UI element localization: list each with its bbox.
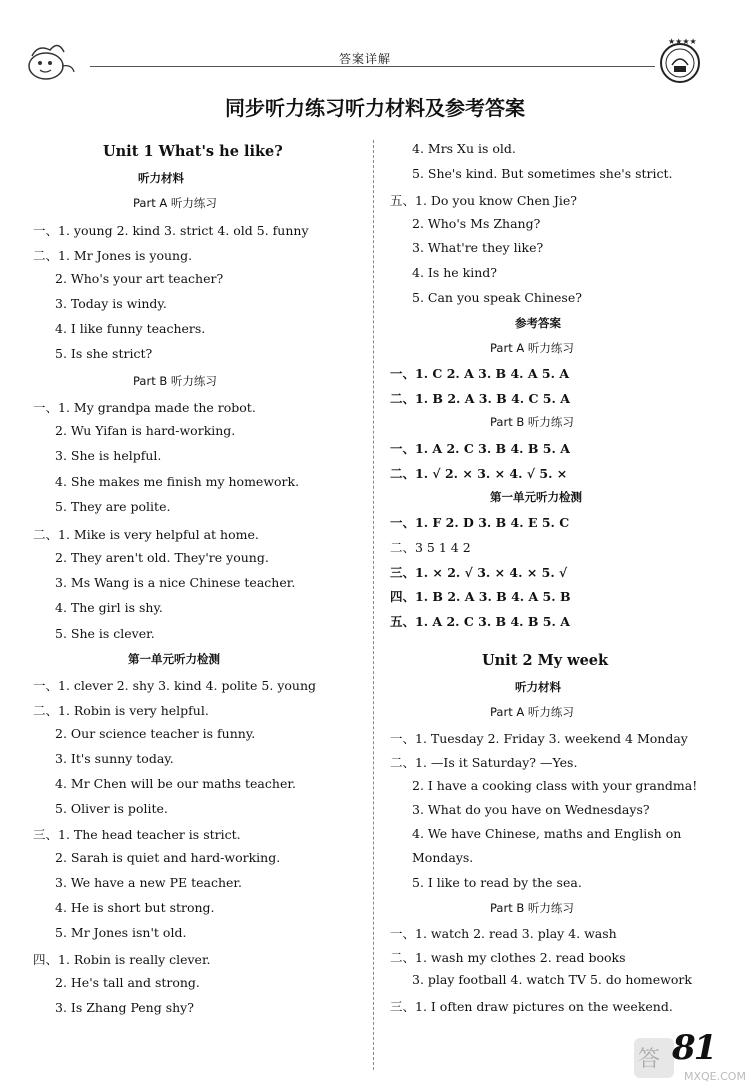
text-line: 5. Is she strict?	[55, 346, 153, 361]
text-line: 3. What do you have on Wednesdays?	[412, 802, 650, 817]
text-line: 5. She is clever.	[55, 626, 155, 641]
text-line: Mondays.	[412, 850, 474, 865]
text-line: 3. What're they like?	[412, 240, 544, 255]
section-label: 第一单元听力检测	[128, 652, 220, 666]
section-label: 听力材料	[138, 171, 184, 185]
text-line: 三、1. × 2. √ 3. × 4. × 5. √	[390, 565, 568, 580]
text-line: 4. Mr Chen will be our maths teacher.	[55, 776, 296, 791]
text-line: 一、1. young 2. kind 3. strict 4. old 5. funny	[33, 223, 309, 238]
text-line: 5. They are polite.	[55, 499, 171, 514]
text-line: 2. Who's your art teacher?	[55, 271, 224, 286]
section-label: 参考答案	[515, 316, 561, 330]
text-line: 二、1. √ 2. × 3. × 4. √ 5. ×	[390, 466, 568, 481]
column-divider	[373, 140, 374, 1070]
svg-text:★★★★: ★★★★	[668, 37, 697, 46]
text-line: 二、3 5 1 4 2	[390, 540, 471, 555]
unit-heading: Unit 1 What's he like?	[103, 143, 283, 160]
section-label: Part B 听力练习	[133, 374, 217, 388]
text-line: 4. Mrs Xu is old.	[412, 141, 516, 156]
text-line: 一、1. A 2. C 3. B 4. B 5. A	[390, 441, 570, 456]
text-line: 3. She is helpful.	[55, 448, 162, 463]
text-line: 四、1. B 2. A 3. B 4. A 5. B	[390, 589, 571, 604]
text-line: 四、1. Robin is really clever.	[33, 952, 211, 967]
text-line: 2. Our science teacher is funny.	[55, 726, 256, 741]
text-line: 3. It's sunny today.	[55, 751, 174, 766]
text-line: 3. Today is windy.	[55, 296, 167, 311]
text-line: 二、1. Robin is very helpful.	[33, 703, 209, 718]
unit-heading: Unit 2 My week	[482, 652, 609, 669]
text-line: 一、1. Tuesday 2. Friday 3. weekend 4 Monday	[390, 731, 688, 746]
text-line: 3. Ms Wang is a nice Chinese teacher.	[55, 575, 296, 590]
section-label: 听力材料	[515, 680, 561, 694]
text-line: 二、1. B 2. A 3. B 4. C 5. A	[390, 391, 570, 406]
text-line: 2. Who's Ms Zhang?	[412, 216, 541, 231]
text-line: 五、1. Do you know Chen Jie?	[390, 193, 577, 208]
header-title: 答案详解	[339, 52, 392, 66]
text-line: 2. Sarah is quiet and hard-working.	[55, 850, 281, 865]
text-line: 5. I like to read by the sea.	[412, 875, 582, 890]
page-header	[0, 0, 750, 92]
text-line: 一、1. C 2. A 3. B 4. A 5. A	[390, 366, 570, 381]
section-label: Part B 听力练习	[490, 901, 574, 915]
text-line: 二、1. —Is it Saturday? —Yes.	[390, 755, 578, 770]
text-line: 三、1. The head teacher is strict.	[33, 827, 241, 842]
text-line: 3. Is Zhang Peng shy?	[55, 1000, 194, 1015]
section-label: Part A 听力练习	[490, 341, 574, 355]
mascot-illustration	[18, 36, 78, 82]
text-line: 一、1. clever 2. shy 3. kind 4. polite 5. young	[33, 678, 317, 693]
section-label: Part A 听力练习	[133, 196, 217, 210]
text-line: 4. I like funny teachers.	[55, 321, 206, 336]
page-number: 81	[672, 1028, 716, 1068]
text-line: 一、1. F 2. D 3. B 4. E 5. C	[390, 515, 570, 530]
text-line: 4. Is he kind?	[412, 265, 497, 280]
text-line: 2. I have a cooking class with your grandma!	[412, 778, 698, 793]
text-line: 5. Can you speak Chinese?	[412, 290, 582, 305]
text-line: 2. He's tall and strong.	[55, 975, 200, 990]
text-line: 4. She makes me finish my homework.	[55, 474, 300, 489]
section-label: 第一单元听力检测	[490, 490, 582, 504]
text-line: 4. We have Chinese, maths and English on	[412, 826, 682, 841]
text-line: 二、1. Mr Jones is young.	[33, 248, 193, 263]
text-line: 二、1. wash my clothes 2. read books	[390, 950, 626, 965]
text-line: 5. She's kind. But sometimes she's strict.	[412, 166, 673, 181]
text-line: 4. He is short but strong.	[55, 900, 215, 915]
text-line: 5. Oliver is polite.	[55, 801, 168, 816]
section-label: Part B 听力练习	[490, 415, 574, 429]
text-line: 2. They aren't old. They're young.	[55, 550, 269, 565]
text-line: 一、1. My grandpa made the robot.	[33, 400, 256, 415]
text-line: 4. The girl is shy.	[55, 600, 163, 615]
svg-text:答: 答	[638, 1047, 661, 1072]
text-line: 5. Mr Jones isn't old.	[55, 925, 187, 940]
svg-text:MXQE.COM: MXQE.COM	[684, 1070, 746, 1083]
page-title: 同步听力练习听力材料及参考答案	[225, 96, 525, 120]
text-line: 一、1. watch 2. read 3. play 4. wash	[390, 926, 617, 941]
text-line: 3. We have a new PE teacher.	[55, 875, 242, 890]
text-line: 2. Wu Yifan is hard-working.	[55, 423, 236, 438]
text-line: 五、1. A 2. C 3. B 4. B 5. A	[390, 614, 570, 629]
text-line: 3. play football 4. watch TV 5. do homework	[412, 972, 692, 987]
brand-badge-icon	[652, 35, 708, 85]
section-label: Part A 听力练习	[490, 705, 574, 719]
text-line: 三、1. I often draw pictures on the weekend.	[390, 999, 673, 1014]
text-line: 二、1. Mike is very helpful at home.	[33, 527, 259, 542]
